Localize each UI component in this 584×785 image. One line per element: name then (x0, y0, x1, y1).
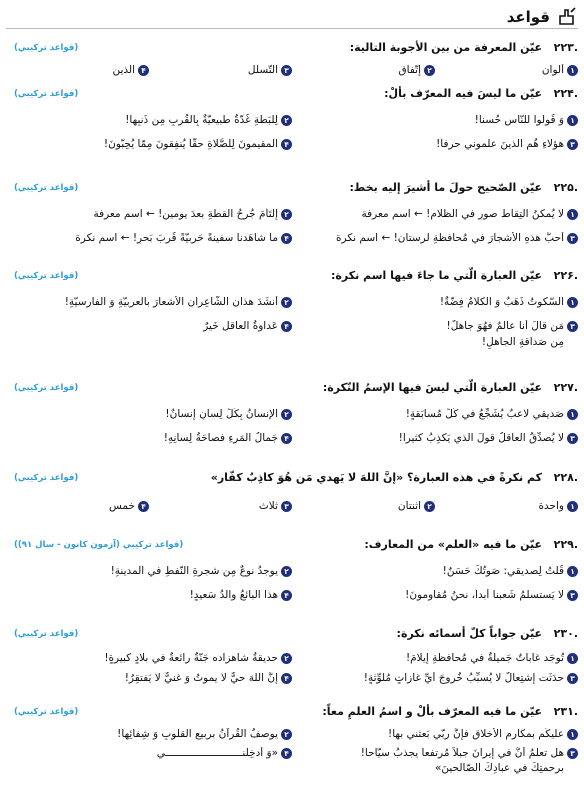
question-tag: (قواعد تركيبي) (14, 707, 79, 717)
question-tag: (قواعد تركيبي) (14, 183, 79, 193)
option-text: هؤلاءِ هُم الّذينَ علَّموني حرفاً! (436, 138, 564, 150)
option-2[interactable] (292, 64, 435, 76)
option-number-badge: ۱ (567, 653, 578, 664)
option-1[interactable] (435, 64, 578, 76)
question-number: ۲۲۳. (553, 41, 578, 54)
option-text: ما شاهَدنا سفينةً حَربيّةً قُربَ بَحرٍ! ← اسم نكرة (75, 232, 278, 244)
option-4[interactable] (6, 500, 149, 512)
question-226 (6, 268, 578, 354)
option-4[interactable] (6, 432, 292, 444)
option-1[interactable] (292, 296, 578, 308)
option-3[interactable] (292, 232, 578, 244)
option-number-badge: ۳ (281, 501, 292, 512)
option-number-badge: ۳ (567, 433, 578, 444)
option-number-badge: ۲ (281, 729, 292, 740)
question-text: عيّن ما فيه «العلم» من المعارف: (364, 538, 542, 551)
option-text: لا يُمكنُ التِقاطُ صورٍ في الظّلامِ! ← اسم معرفة (361, 208, 564, 220)
option-number-badge: ۳ (567, 748, 578, 759)
option-text: قُلتُ لِصديقي: صَوتُكَ حَسَنٌ! (442, 565, 564, 577)
option-2[interactable] (6, 652, 292, 664)
section-title: قواعد (506, 8, 550, 26)
option-number-badge: ۱ (567, 297, 578, 308)
option-text: الّذين (112, 64, 135, 76)
question-tag: (قواعد تركيبي) (14, 271, 79, 281)
option-text: لا يَستسلمُ شَعبنا أبداً، نحنُ مُقاومونَ! (405, 589, 564, 601)
option-number-badge: ۴ (281, 433, 292, 444)
option-number-badge: ۴ (281, 590, 292, 601)
option-3[interactable] (292, 747, 578, 759)
option-1[interactable] (292, 408, 578, 420)
option-2[interactable] (6, 408, 292, 420)
option-1[interactable] (292, 728, 578, 740)
option-number-badge: ۱ (567, 566, 578, 577)
question-text: عيّن العبارة الّتي ليسَ فيها الإسمُ النّكرة: (322, 381, 542, 394)
option-4[interactable] (6, 232, 292, 244)
option-number-badge: ۲ (281, 653, 292, 664)
question-number: ۲۳۰. (553, 627, 578, 640)
option-number-badge: ۴ (138, 65, 149, 76)
question-text: عيّن العبارة الّتي ما جاءَ فيها اسم نكرة: (331, 269, 542, 282)
option-4[interactable] (6, 672, 292, 684)
option-number-badge: ۱ (567, 501, 578, 512)
question-tag: (قواعد تركيبي) (14, 629, 79, 639)
option-2[interactable] (6, 114, 292, 126)
option-4[interactable] (6, 747, 292, 759)
question-tag: (قواعد تركيبي (آزمون كانون - سال ۹۱)) (14, 540, 184, 550)
question-number: ۲۲۴. (553, 87, 578, 100)
option-4[interactable] (6, 138, 292, 150)
option-number-badge: ۳ (567, 233, 578, 244)
option-text: جَمالُ المَرءِ فصاحَةُ لِسانِهِ! (163, 432, 278, 444)
option-text: ثلاث (258, 500, 278, 512)
option-number-badge: ۲ (281, 409, 292, 420)
option-number-badge: ۱ (567, 729, 578, 740)
option-3[interactable] (149, 500, 292, 512)
option-number-badge: ۳ (567, 321, 578, 332)
question-text: عيّن المعرفة من بين الأجوبة التالية: (349, 41, 542, 54)
question-text: كم نكرةً في هذه العبارة؟ «إنَّ اللهَ لا يَهدي مَن هُوَ كاذِبٌ كفّار» (210, 471, 542, 484)
option-number-badge: ۴ (281, 233, 292, 244)
option-1[interactable] (435, 500, 578, 512)
question-tag: (قواعد تركيبي) (14, 383, 79, 393)
option-text: يوجدُ نوعٌ مِن شجرةِ النّفطِ في المدينةِ! (110, 565, 278, 577)
option-2[interactable] (6, 565, 292, 577)
option-number-badge: ۲ (281, 115, 292, 126)
question-text: عيّن الصّحيح حولَ ما أشيرَ إليه بخط: (349, 181, 542, 194)
option-number-badge: ۲ (424, 65, 435, 76)
option-text: مَن قالَ أنا عالمٌ فهُوَ جاهلٌ! (446, 320, 564, 332)
section-header (507, 4, 578, 30)
option-4[interactable] (6, 64, 149, 76)
option-text: «وَ أدخِلْنـــــــــــــــــــــــــي (156, 747, 278, 759)
option-text: تُوجَد غاباتٌ جَميلةٌ في مُحافظةِ إيلامَ! (405, 652, 564, 664)
option-number-badge: ۳ (567, 139, 578, 150)
option-4[interactable] (6, 589, 292, 601)
question-text: عيّن ما فيه المعرّف بألْ و اسمُ العلمِ معاً: (322, 705, 542, 718)
option-number-badge: ۴ (281, 321, 292, 332)
option-text: المقيمونَ لِلصَّلاةِ حقّاً يُنفِقونَ مِمّا يُحِبّونَ! (103, 138, 278, 150)
option-1[interactable] (292, 208, 578, 220)
question-229 (6, 537, 578, 605)
header-divider (6, 28, 578, 29)
question-228 (6, 470, 578, 516)
option-number-badge: ۳ (567, 673, 578, 684)
question-number: ۲۲۹. (553, 538, 578, 551)
option-3[interactable] (292, 432, 578, 444)
question-tag: (قواعد تركيبي) (14, 43, 79, 53)
option-number-badge: ۴ (281, 748, 292, 759)
question-number: ۲۲۶. (553, 269, 578, 282)
option-text: اثنتان (397, 500, 421, 512)
option-number-badge: ۲ (281, 209, 292, 220)
question-223 (6, 40, 578, 80)
option-1[interactable] (292, 565, 578, 577)
option-text: الإنسانُ بِكُلِّ لِسانٍ إنسانٌ! (165, 408, 278, 420)
option-4[interactable] (6, 320, 292, 332)
question-231 (6, 704, 578, 778)
question-number: ۲۳۱. (553, 705, 578, 718)
option-number-badge: ۳ (567, 590, 578, 601)
question-225 (6, 180, 578, 248)
option-number-badge: ۳ (281, 65, 292, 76)
question-number: ۲۲۵. (553, 181, 578, 194)
option-1[interactable] (292, 652, 578, 664)
option-text: حدَثَت إشتِعالٌ لا يُسبِّبُ خُروجَ أيِّ غازاتٍ مُلوِّثةٍ! (363, 672, 564, 684)
question-227 (6, 380, 578, 448)
option-text: هل تعلمُ أنَّ في إيرانَ جبلاً مُرتفعاً يجذبُ سيّاحاً! (360, 747, 564, 759)
option-text: عليكُم بمكارمِ الأخلاقِ فإنَّ ربّي بَعثني بها! (387, 728, 564, 740)
option-text: السّكوتُ ذَهَبٌ وَ الكلامُ فِضّةٌ! (439, 296, 564, 308)
option-2[interactable] (292, 500, 435, 512)
option-text: أحبُّ هذهِ الأشجارَ في مُحافظةِ لُرستان! ← اسم نكرة (336, 232, 564, 244)
option-text: ألوان (541, 64, 564, 76)
option-text: خمس (109, 500, 135, 512)
option-3[interactable] (292, 138, 578, 150)
option-number-badge: ۴ (281, 673, 292, 684)
question-tag: (قواعد تركيبي) (14, 89, 79, 99)
option-number-badge: ۱ (567, 409, 578, 420)
option-text: حديقةُ شاهزاده جَنّةٌ رائعةٌ في بلادٍ كبيرةٍ! (104, 652, 278, 664)
option-text: التّسلّل (247, 64, 278, 76)
option-number-badge: ۲ (281, 566, 292, 577)
option-text: وَ قُولوا للنّاسِ حُسناً! (474, 114, 564, 126)
option-text: عَداوةُ العاقلِ خَيرٌ (203, 320, 278, 332)
option-3[interactable] (149, 64, 292, 76)
option-3[interactable] (292, 320, 578, 332)
option-2[interactable] (6, 728, 292, 740)
question-text: عيّن ما ليسَ فيه المعرّف بألْ: (384, 87, 542, 100)
question-tag: (قواعد تركيبي) (14, 473, 79, 483)
option-text: إتّفاق (398, 64, 421, 76)
question-224 (6, 86, 578, 154)
option-number-badge: ۲ (424, 501, 435, 512)
option-2[interactable] (6, 296, 292, 308)
option-number-badge: ۱ (567, 65, 578, 76)
option-text: إنَّ اللهَ حيٌّ لا يموتُ وَ غنيٌّ لا يَفتقِرُ! (124, 672, 278, 684)
question-230 (6, 626, 578, 688)
option-text: صَديقي لاعبٌ يُشَجِّعُ في كُلِّ مُسابَقةٍ! (405, 408, 564, 420)
question-text: عيّن جواباً كلّ أسمائه نكرة: (396, 627, 542, 640)
option-number-badge: ۱ (567, 115, 578, 126)
option-text: يوصفُ القُرآنُ بربيعِ القلوبِ وَ شِفائِها! (117, 728, 278, 740)
option-3[interactable] (292, 672, 578, 684)
option-number-badge: ۴ (281, 139, 292, 150)
option-text: واحدة (538, 500, 564, 512)
option-number-badge: ۴ (138, 501, 149, 512)
option-continuation: مِن صَداقةِ الجاهلِ! (481, 336, 564, 348)
option-text: إلتَأمَ جُرحُ القطّةِ بعدَ يومينِ! ← اسم معرفة (93, 208, 278, 220)
question-number: ۲۲۸. (553, 471, 578, 484)
option-3[interactable] (292, 589, 578, 601)
option-1[interactable] (292, 114, 578, 126)
option-text: هذا البائعُ والدُ سَعيدٍ! (189, 589, 278, 601)
hand-pointer-icon (556, 6, 578, 28)
option-text: أَنشَدَ هذانِ الشّاعِرانِ الأشعارَ بالعربيّةِ وَ الفارسيّةِ! (64, 296, 278, 308)
option-2[interactable] (6, 208, 292, 220)
option-number-badge: ۱ (567, 209, 578, 220)
question-number: ۲۲۷. (553, 381, 578, 394)
option-text: لا يُصدِّقُ العاقلُ قولَ الّذي يَكذِبُ كثيراً! (398, 432, 564, 444)
option-text: لِلبَطَّةِ غُدّةٌ طبيعيّةٌ بِالقُربِ مِن ذَنبِها! (125, 114, 278, 126)
option-number-badge: ۲ (281, 297, 292, 308)
option-continuation: برحمتِكَ في عبادِكَ الصّالحينَ» (434, 762, 564, 774)
